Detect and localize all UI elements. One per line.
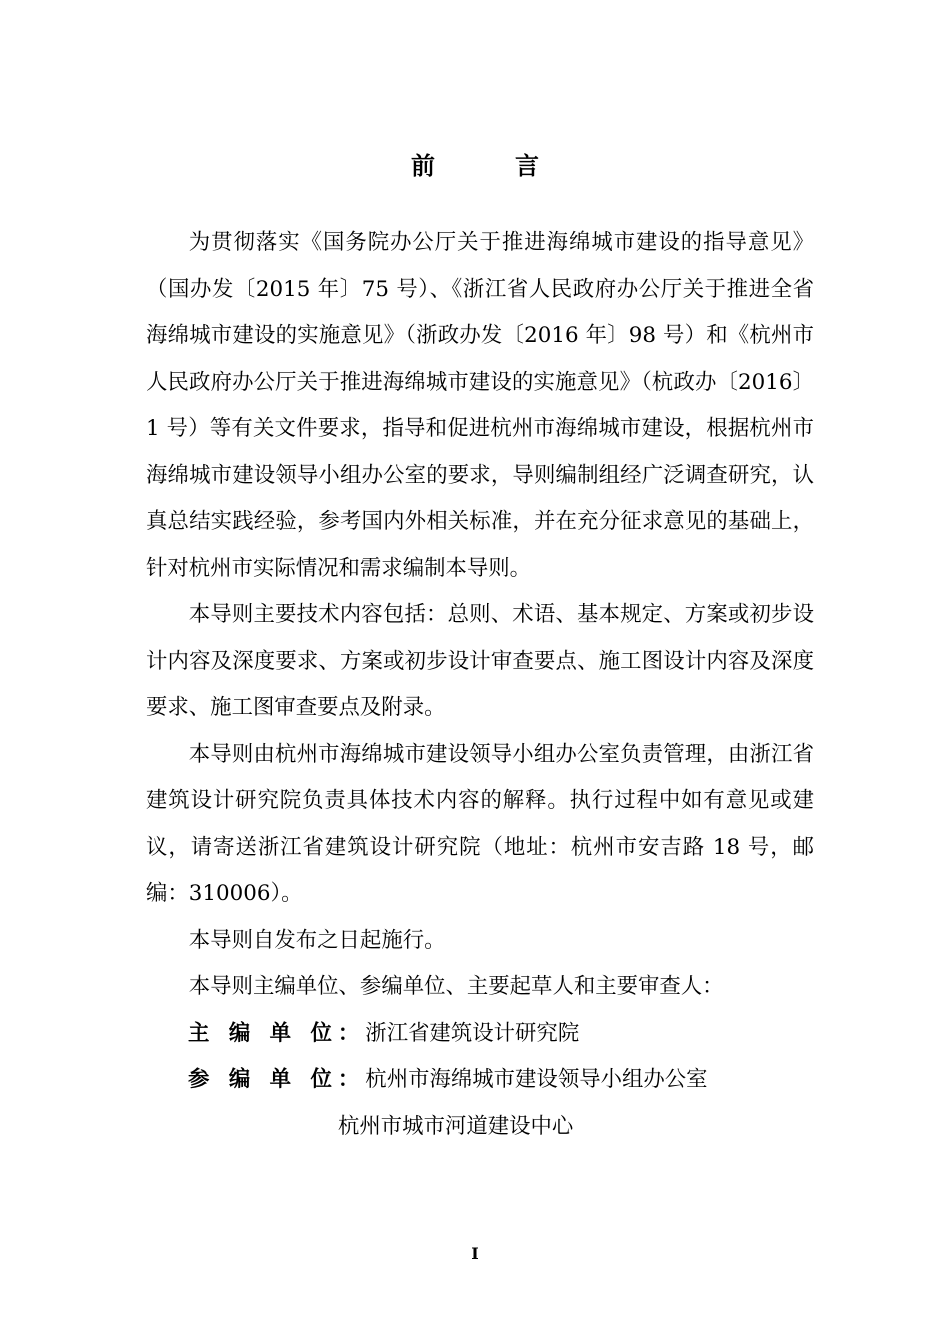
participating-unit-row xyxy=(146,1104,814,1151)
participating-unit-value: 杭州市海绵城市建设领导小组办公室 xyxy=(365,1067,708,1092)
paragraph-effective: 本导则自发布之日起施行。 xyxy=(188,927,446,953)
chief-unit-row xyxy=(146,1011,814,1058)
paragraph-background: 为贯彻落实《国务院办公厅关于推进海绵城市建设的指导意见》（国办发〔2015 年〕75 号）、《浙江省人民政府办公厅关于推进全省海绵城市建设的实施意见》（浙政办发〔2016 年〕98 号）和《杭州市人民政府办公厅关于推进海绵城市建设的实施意见》（杭政办〔2016〕1 号）等有关文件要求，指导和促进杭州市海绵城市建设，根据杭州市海绵城市建设领导小组办公室的要求，导则编制组经广泛调查研究，认真总结实践经验，参考国内外相关标准，并在充分征求意见的基础上，针对杭州市实际情况和需求编制本导则。 xyxy=(146,230,814,581)
participating-unit-value: 杭州市城市河道建设中心 xyxy=(338,1113,574,1139)
paragraph-contents: 本导则主要技术内容包括：总则、术语、基本规定、方案或初步设计内容及深度要求、方案或初步设计审查要点、施工图设计内容及深度要求、施工图审查要点及附录。 xyxy=(146,602,814,720)
paragraph-units-intro: 本导则主编单位、参编单位、主要起草人和主要审查人： xyxy=(188,974,724,999)
page-number: I xyxy=(471,1244,479,1263)
chief-unit-value: 浙江省建筑设计研究院 xyxy=(365,1020,580,1046)
page-title: 前 言 xyxy=(411,151,567,180)
chief-unit-label: 主 编 单 位： xyxy=(188,1020,366,1046)
participating-unit-label: 参 编 单 位： xyxy=(188,1067,366,1092)
paragraph-management: 本导则由杭州市海绵城市建设领导小组办公室负责管理，由浙江省建筑设计研究院负责具体技术内容的解释。执行过程中如有意见或建议，请寄送浙江省建筑设计研究院（地址：杭州市安吉路 18 号，邮编：310006）。 xyxy=(146,741,814,906)
participating-unit-row xyxy=(146,1057,814,1104)
document-body xyxy=(146,220,814,1150)
